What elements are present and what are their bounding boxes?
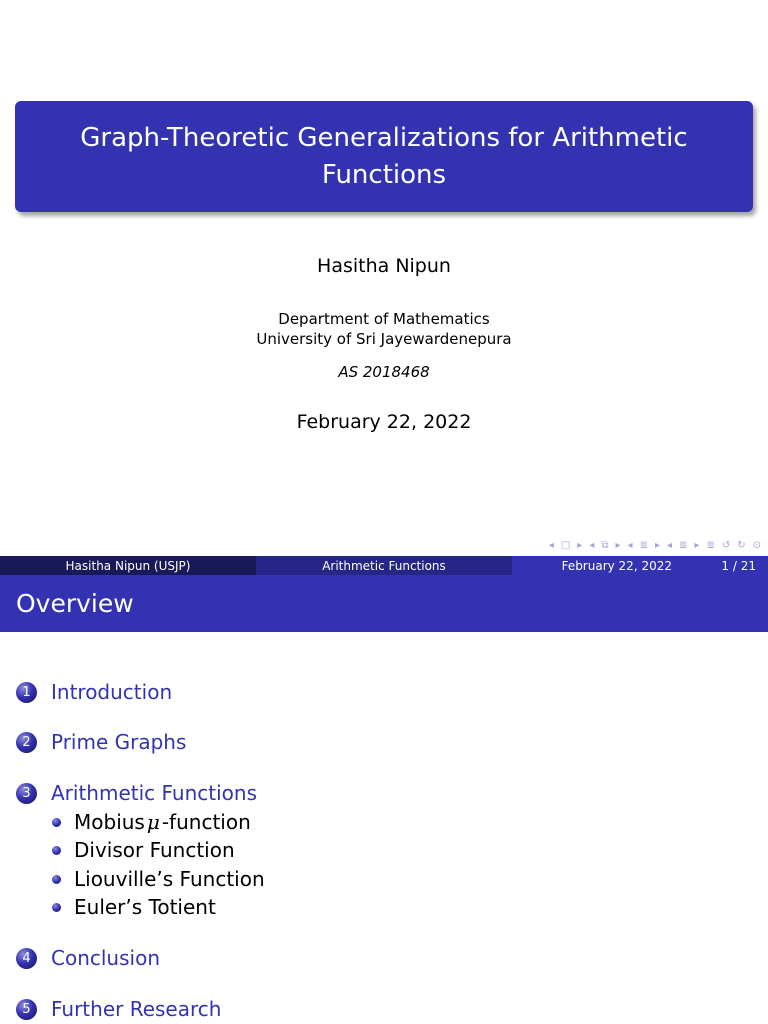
section-label: Prime Graphs	[51, 730, 187, 754]
section-number-ball: 3	[16, 783, 37, 804]
nav-next-subsection-icon[interactable]: ▸	[615, 539, 622, 551]
section-number-ball: 5	[16, 999, 37, 1020]
title-block	[15, 101, 753, 212]
subsection-label: Liouville’s Function	[74, 867, 265, 891]
institute-department: Department of Mathematics	[278, 310, 490, 328]
nav-appendix-icon[interactable]: ≣	[706, 539, 716, 551]
section-label: Introduction	[51, 680, 173, 704]
footer-short-title: Arithmetic Functions	[256, 556, 512, 575]
toc-section-introduction[interactable]	[16, 680, 172, 704]
toc-section-further-research[interactable]	[16, 997, 221, 1021]
frame-title: Overview	[0, 575, 768, 632]
toc-subsection-liouville[interactable]	[52, 867, 265, 891]
bullet-icon	[52, 846, 61, 855]
toc-section-arithmetic-functions[interactable]	[16, 781, 257, 805]
institute-university: University of Sri Jayewardenepura	[256, 330, 512, 348]
presentation-title: Graph-Theoretic Generalizations for Arithmetic Functions	[80, 122, 688, 190]
nav-prev-frame-icon[interactable]: ◂	[548, 539, 555, 551]
subsection-label: Divisor Function	[74, 838, 235, 862]
section-label: Arithmetic Functions	[51, 781, 258, 805]
mu-symbol: μ	[146, 810, 160, 834]
bullet-icon	[52, 903, 61, 912]
nav-forward-icon[interactable]: ↻	[737, 539, 747, 551]
beamer-navigation-bar	[549, 537, 762, 553]
overview-slide	[0, 556, 768, 1024]
subsection-label: Euler’s Totient	[74, 895, 216, 919]
toc-subsection-divisor[interactable]	[52, 838, 235, 862]
toc-subsection-euler[interactable]	[52, 895, 216, 919]
toc-subsection-mobius[interactable]	[52, 810, 251, 834]
subsection-label-prefix: Mobius	[74, 810, 145, 834]
section-label: Conclusion	[51, 946, 160, 970]
nav-subsection-icon[interactable]: ⧉	[601, 539, 610, 551]
nav-prev-subsection-icon[interactable]: ◂	[589, 539, 596, 551]
nav-search-icon[interactable]: ⊙	[752, 539, 762, 551]
footer-author: Hasitha Nipun (USJP)	[0, 556, 256, 575]
author-name: Hasitha Nipun	[317, 255, 451, 277]
nav-prev-section-icon[interactable]: ◂	[627, 539, 634, 551]
nav-prev-document-icon[interactable]: ◂	[666, 539, 674, 551]
nav-next-section-icon[interactable]: ▸	[654, 539, 661, 551]
toc-section-prime-graphs[interactable]	[16, 730, 186, 754]
bullet-icon	[52, 818, 61, 827]
nav-section-icon[interactable]: ≣	[639, 539, 649, 551]
section-label: Further Research	[51, 997, 222, 1021]
nav-document-icon[interactable]: ≣	[679, 539, 689, 551]
nav-back-icon[interactable]: ↺	[721, 539, 732, 551]
section-number-ball: 4	[16, 948, 37, 969]
footer-date: February 22, 2022	[561, 558, 672, 573]
slide-footer	[0, 556, 768, 575]
student-id: AS 2018468	[338, 363, 430, 381]
toc-section-conclusion[interactable]	[16, 946, 160, 970]
bullet-icon	[52, 875, 61, 884]
footer-page-number: 1 / 21	[721, 558, 756, 573]
subsection-label-suffix: -function	[161, 810, 251, 834]
nav-next-frame-icon[interactable]: ▸	[577, 539, 584, 551]
presentation-date: February 22, 2022	[296, 411, 472, 433]
nav-next-document-icon[interactable]: ▸	[694, 539, 701, 551]
section-number-ball: 1	[16, 682, 37, 703]
nav-frame-icon[interactable]: □	[560, 539, 572, 551]
section-number-ball: 2	[16, 732, 37, 753]
footer-date-page	[512, 556, 768, 575]
